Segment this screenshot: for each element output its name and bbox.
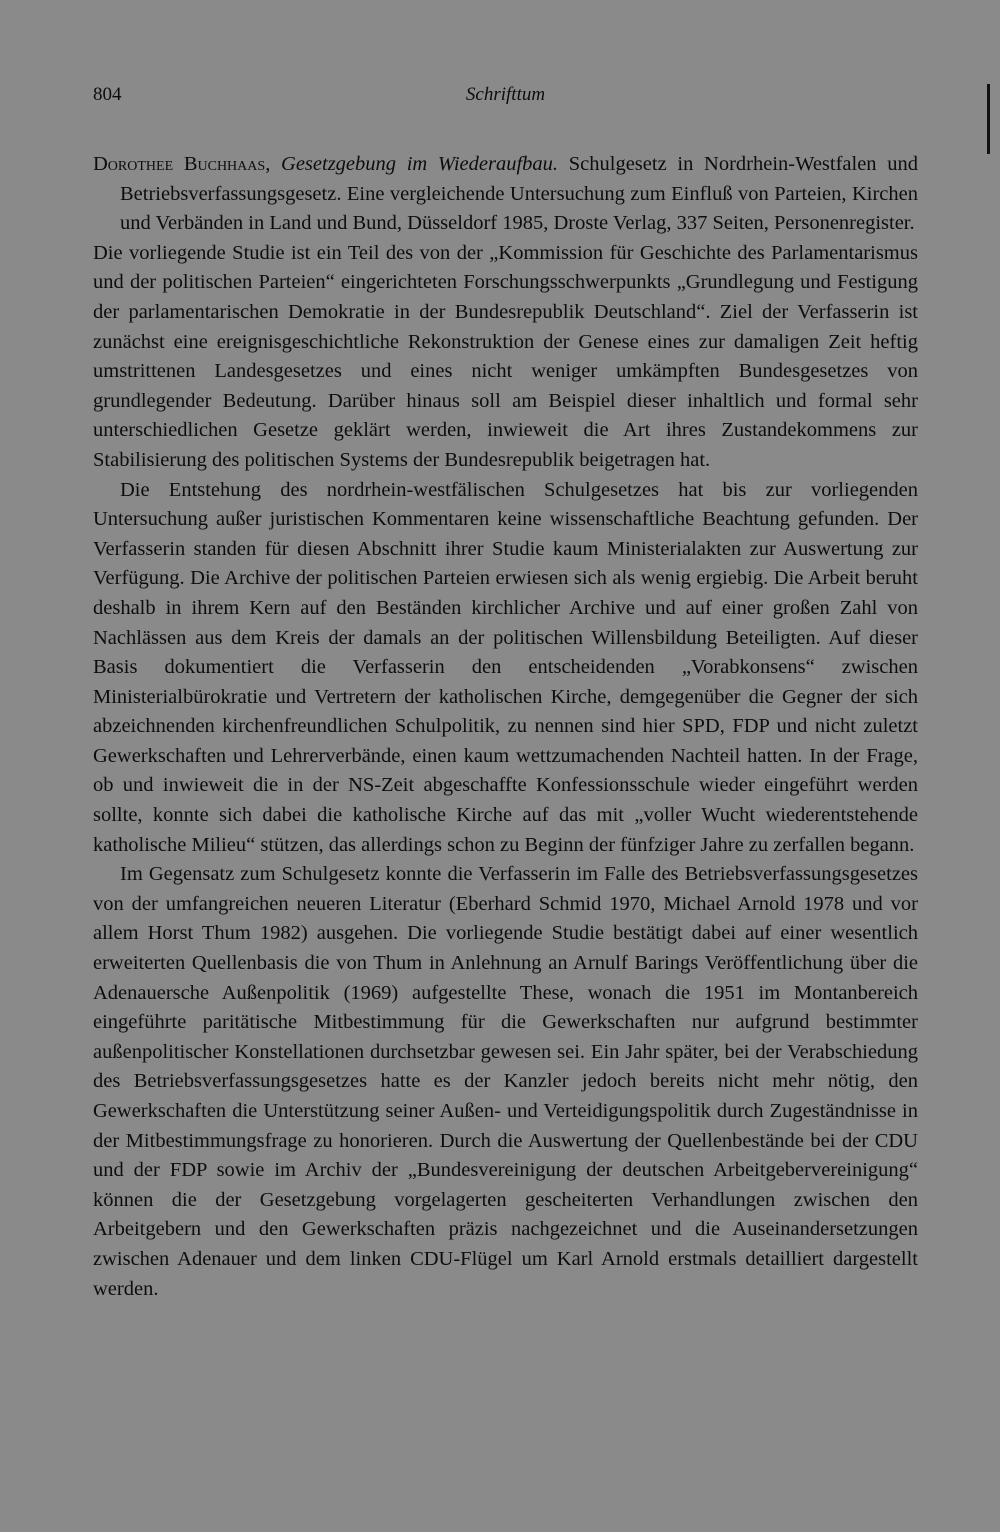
- citation-title: Gesetzgebung im Wiederaufbau.: [281, 153, 559, 175]
- bibliographic-citation: Dorothee Buchhaas, Gesetzgebung im Wiederaufbau. Schulgesetz in Nordrhein-Westfalen und Betriebsverfassungsgesetz. Eine vergleichende Untersuchung zum Einfluß von Parteien, Kirchen und Verbänden in Land und Bund, Düsseldorf 1985, Droste Verlag, 337 Seiten, Personenregister.: [93, 153, 919, 235]
- page-number: 804: [93, 84, 122, 105]
- page-edge-mark: [987, 84, 990, 154]
- citation-details: Schulgesetz in Nordrhein-Westfalen und Betriebsverfassungsgesetz. Eine vergleichende Untersuchung zum Einfluß von Parteien, Kirchen und Verbänden in Land und Bund, Düsseldorf 1985, Droste Verlag, 337 Seiten, Personenregister.: [120, 153, 919, 235]
- review-paragraph-1: Die vorliegende Studie ist ein Teil des von der „Kommission für Geschichte des Parlamentarismus und der politischen Parteien“ eingerichteten Forschungsschwerpunkts „Grundlegung und Festigung der parlamentarischen Demokratie in der Bundesrepublik Deutschland“. Ziel der Verfasserin ist zunächst eine ereignisgeschichtliche Rekonstruktion der Genese eines zur damaligen Zeit heftig umstrittenen Landesgesetzes und eines nicht weniger umkämpften Bundesgesetzes von grundlegender Bedeutung. Darüber hinaus soll am Beispiel dieser inhaltlich und formal sehr unterschiedlichen Gesetze geklärt werden, inwieweit die Art ihres Zustandekommens zur Stabilisierung des politischen Systems der Bundesrepublik beigetragen hat.: [93, 241, 918, 471]
- review-body: [93, 150, 918, 1304]
- running-head: Schrifttum: [465, 84, 546, 105]
- review-paragraph-2: Die Entstehung des nordrhein-westfälischen Schulgesetzes hat bis zur vorliegenden Untersuchung außer juristischen Kommentaren keine wissenschaftliche Beachtung gefunden. Der Verfasserin standen für diesen Abschnitt ihrer Studie kaum Ministerialakten zur Auswertung zur Verfügung. Die Archive der politischen Parteien erwiesen sich als wenig ergiebig. Die Arbeit beruht deshalb in ihrem Kern auf den Beständen kirchlicher Archive und auf einer großen Zahl von Nachlässen aus dem Kreis der damals an der politischen Willensbildung Beteiligten. Auf dieser Basis dokumentiert die Verfasserin den entscheidenden „Vorabkonsens“ zwischen Ministerialbürokratie und Vertretern der katholischen Kirche, demgegenüber die Gegner der sich abzeichnenden kirchenfreundlichen Schulpolitik, zu nennen sind hier SPD, FDP und nicht zuletzt Gewerkschaften und Lehrerverbände, einen kaum wettzumachenden Nachteil hatten. In der Frage, ob und inwieweit die in der NS-Zeit abgeschaffte Konfessionsschule wieder eingeführt werden sollte, konnte sich dabei die katholische Kirche auf das mit „voller Wucht wiederentstehende katholische Milieu“ stützen, das allerdings schon zu Beginn der fünfziger Jahre zu zerfallen begann.: [93, 478, 918, 856]
- review-paragraph-3: Im Gegensatz zum Schulgesetz konnte die Verfasserin im Falle des Betriebsverfassungsgesetzes von der umfangreichen neueren Literatur (Eberhard Schmid 1970, Michael Arnold 1978 und vor allem Horst Thum 1982) ausgehen. Die vorliegende Studie bestätigt dabei auf einer wesentlich erweiterten Quellenbasis die von Thum in Anlehnung an Arnulf Barings Veröffentlichung über die Adenauersche Außenpolitik (1969) aufgestellte These, wonach die 1951 im Montanbereich eingeführte paritätische Mitbestimmung für die Gewerkschaften nur aufgrund bestimmter außenpolitischer Konstellationen durchsetzbar gewesen sei. Ein Jahr später, bei der Verabschiedung des Betriebsverfassungsgesetzes hatte es der Kanzler jedoch bereits nicht mehr nötig, den Gewerkschaften die Unterstützung seiner Außen- und Verteidigungspolitik durch Zugeständnisse in der Mitbestimmungsfrage zu honorieren. Durch die Auswertung der Quellenbestände bei der CDU und der FDP sowie im Archiv der „Bundesvereinigung der deutschen Arbeitgebervereinigung“ können die der Gesetzgebung vorgelagerten gescheiterten Verhandlungen zwischen den Arbeitgebern und den Gewerkschaften präzis nachgezeichnet und die Auseinandersetzungen zwischen Adenauer und dem linken CDU-Flügel um Karl Arnold erstmals detailliert dargestellt werden.: [93, 863, 918, 1300]
- citation-author: Dorothee Buchhaas: [93, 153, 266, 175]
- page-header: [93, 84, 918, 114]
